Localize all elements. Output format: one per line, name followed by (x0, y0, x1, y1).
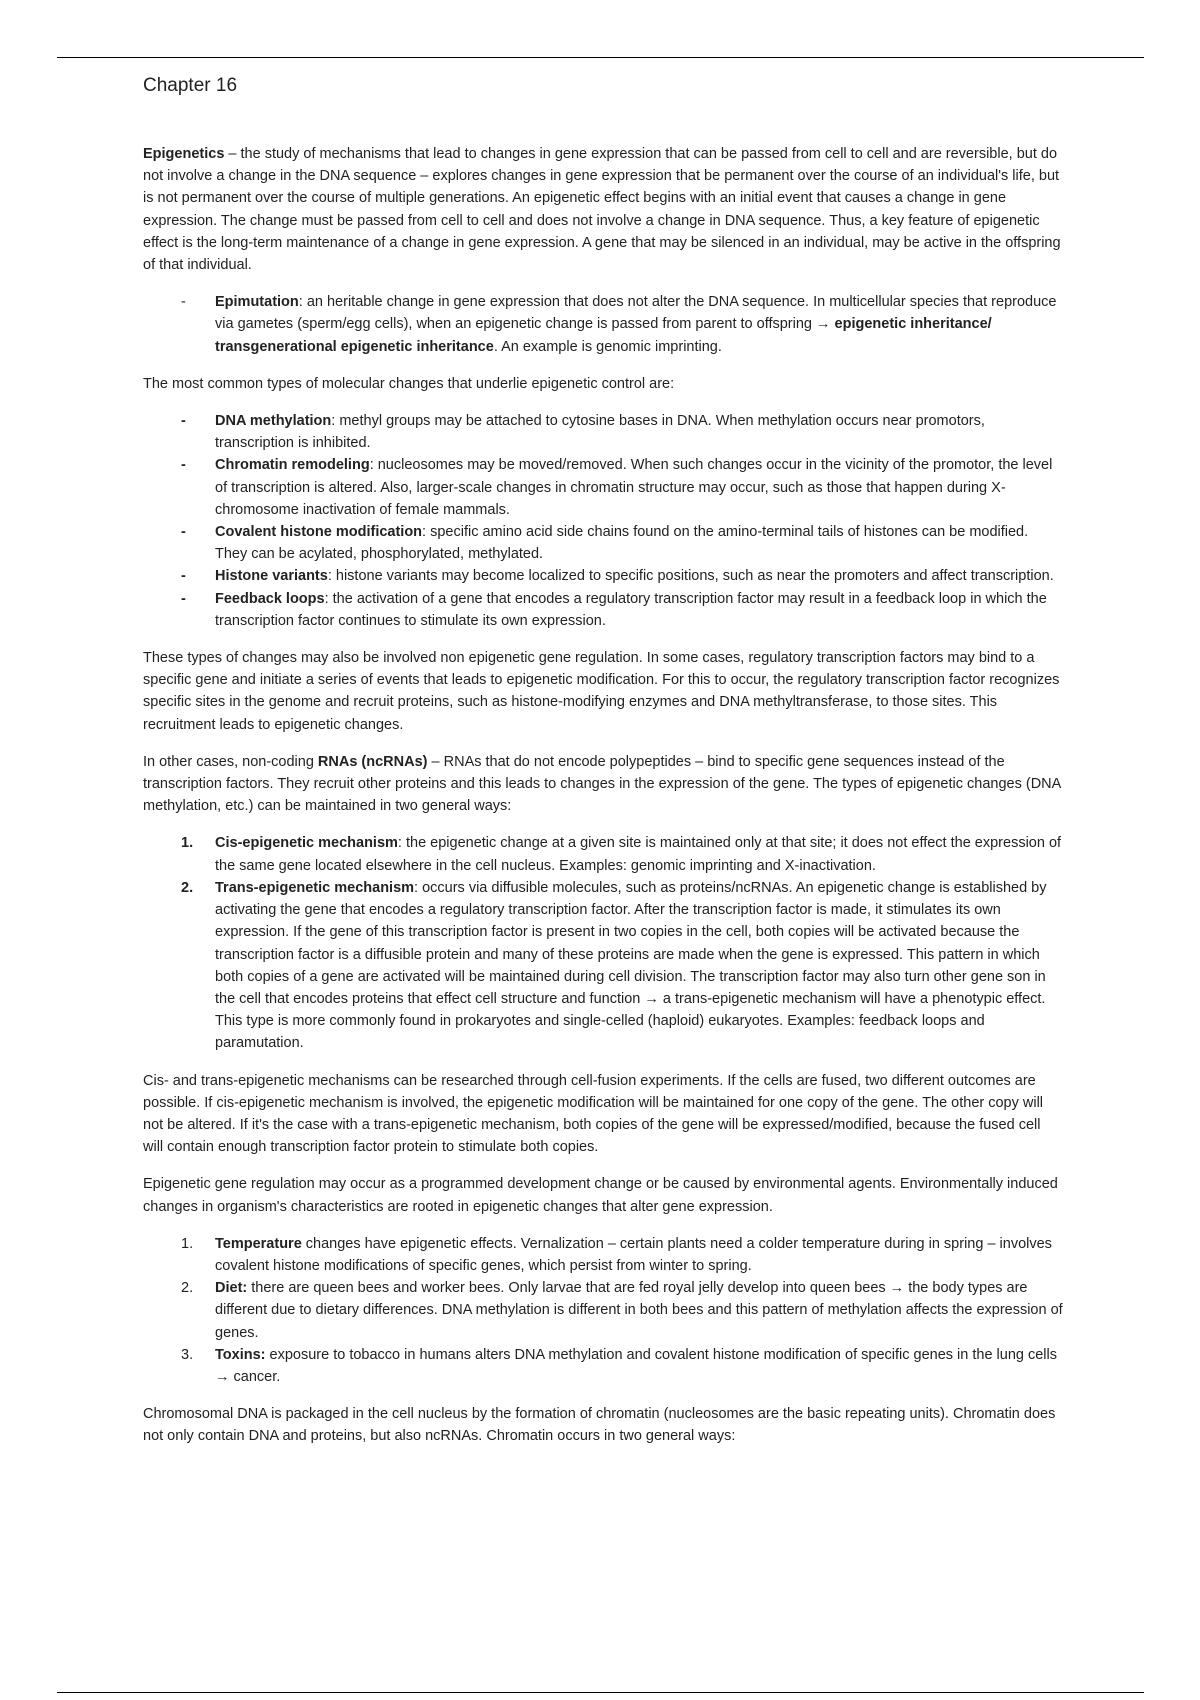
list-marker: - (181, 524, 186, 541)
list-item: - Chromatin remodeling: nucleosomes may be moved/removed. When such changes occur in the vicinity of the promotor, the level of transcription is altered. Also, larger-scale changes in chromatin structure may occur, such as those that happen during X-chromosome inactivation of female mammals. (143, 454, 1063, 521)
list-item: - Covalent histone modification: specific amino acid side chains found on the amino-terminal tails of histones can be modified. They can be acylated, phosphorylated, methylated. (143, 521, 1063, 565)
list-marker: 3. (181, 1346, 194, 1363)
list-item: 1. Cis-epigenetic mechanism: the epigenetic change at a given site is maintained only at that site; it does not effect the expression of the same gene located elsewhere in the cell nucleus. Examples: genomic imprinting and X-inactivation. (143, 832, 1063, 876)
list-marker: 1. (181, 835, 194, 852)
list-item: 3. Toxins: exposure to tobacco in humans alters DNA methylation and covalent histone modification of specific genes in the lung cells → cancer. (143, 1344, 1063, 1388)
list-marker: - (181, 590, 186, 607)
document-body (143, 143, 1063, 1463)
epimutation-list (143, 291, 1063, 358)
list-marker: 1. (181, 1235, 194, 1252)
list-marker: - (181, 457, 186, 474)
list-item: - Epimutation: an heritable change in gene expression that does not alter the DNA sequence. In multicellular species that reproduce via gametes (sperm/egg cells), when an epigenetic change is passed from parent to offspring → epigenetic inheritance/ transgenerational epigenetic inheritance. An example is genomic imprinting. (143, 291, 1063, 358)
list-marker: 2. (181, 1280, 194, 1297)
types-intro: The most common types of molecular changes that underlie epigenetic control are: (143, 375, 675, 392)
list-item: 1. Temperature changes have epigenetic effects. Vernalization – certain plants need a colder temperature during in spring – involves covalent histone modifications of specific genes, which persist from winter to spring. (143, 1233, 1063, 1277)
non-epigenetic-paragraph: These types of changes may also be involved non epigenetic gene regulation. In some cases, regulatory transcription factors may bind to a specific gene and initiate a series of events that leads to epigenetic modification. For this to occur, the regulatory transcription factor recognizes specific sites in the genome and recruit proteins, such as histone-modifying enzymes and DNA methyltransferase, to those sites. This recruitment leads to epigenetic changes. (143, 650, 1060, 733)
list-marker: - (181, 413, 186, 430)
list-item: - Feedback loops: the activation of a gene that encodes a regulatory transcription factor may result in a feedback loop in which the transcription factor continues to stimulate its own expression. (143, 588, 1063, 632)
list-item: 2. Trans-epigenetic mechanism: occurs via diffusible molecules, such as proteins/ncRNAs. An epigenetic change is established by activating the gene that encodes a regulatory transcription factor. After the transcription factor is made, it stimulates its own expression. If the gene of this transcription factor is present in two copies in the cell, both copies will be activated because the transcription factor is a diffusible protein and many of these proteins are made when the gene is expressed. This pattern in which both copies of a gene are activated will be maintained during cell division. The transcription factor may also turn other gene son in the cell that encodes proteins that effect cell structure and function → a trans-epigenetic mechanism will have a phenotypic effect. This type is more commonly found in prokaryotes and single-celled (haploid) eukaryotes. Examples: feedback loops and paramutation. (143, 877, 1063, 1055)
environment-paragraph: Epigenetic gene regulation may occur as a programmed development change or be caused by environmental agents. Environmentally induced changes in organism's characteristics are rooted in epigenetic changes that alter gene expression. (143, 1176, 1058, 1215)
chromatin-paragraph: Chromosomal DNA is packaged in the cell nucleus by the formation of chromatin (nucleosomes are the basic repeating units). Chromatin does not only contain DNA and proteins, but also ncRNAs. Chromatin occurs in two general ways: (143, 1406, 1056, 1445)
list-marker: - (181, 294, 186, 311)
ncrna-paragraph: In other cases, non-coding RNAs (ncRNAs) – RNAs that do not encode polypeptides – bind to specific gene sequences instead of the transcription factors. They recruit other proteins and this leads to changes in the expression of the gene. The types of epigenetic changes (DNA methylation, etc.) can be maintained in two general ways: (143, 753, 1061, 815)
types-list (143, 410, 1063, 632)
bottom-rule (57, 1692, 1144, 1693)
cell-fusion-paragraph: Cis- and trans-epigenetic mechanisms can be researched through cell-fusion experiments. If the cells are fused, two different outcomes are possible. If cis-epigenetic mechanism is involved, the epigenetic modification will be maintained for one copy of the gene. The other copy will not be altered. If it's the case with a trans-epigenetic mechanism, both copies of the gene will be expressed/modified, because the fused cell will contain enough transcription factor protein to stimulate both copies. (143, 1072, 1044, 1156)
list-item: - Histone variants: histone variants may become localized to specific positions, such as near the promoters and affect transcription. (143, 565, 1063, 587)
list-item: 2. Diet: there are queen bees and worker bees. Only larvae that are fed royal jelly develop into queen bees → the body types are different due to dietary differences. DNA methylation is different in both bees and this pattern of methylation affects the expression of genes. (143, 1277, 1063, 1344)
factors-list (143, 1233, 1063, 1388)
list-marker: - (181, 568, 186, 585)
mechanisms-list (143, 832, 1063, 1054)
chapter-heading: Chapter 16 (143, 75, 238, 96)
top-rule (57, 57, 1144, 58)
intro-paragraph: Epigenetics – the study of mechanisms that lead to changes in gene expression that can be passed from cell to cell and are reversible, but do not involve a change in the DNA sequence – explores changes in gene expression that be permanent over the course of an individual's life, but is not permanent over the course of multiple generations. An epigenetic effect begins with an initial event that causes a change in gene expression. The change must be passed from cell to cell and does not involve a change in DNA sequence. Thus, a key feature of epigenetic effect is the long-term maintenance of a change in gene expression. A gene that may be silenced in an individual, may be active in the offspring of that individual. (143, 146, 1061, 274)
list-marker: 2. (181, 879, 194, 896)
term-epigenetics: Epigenetics (143, 146, 225, 162)
list-item: - DNA methylation: methyl groups may be attached to cytosine bases in DNA. When methylation occurs near promotors, transcription is inhibited. (143, 410, 1063, 454)
